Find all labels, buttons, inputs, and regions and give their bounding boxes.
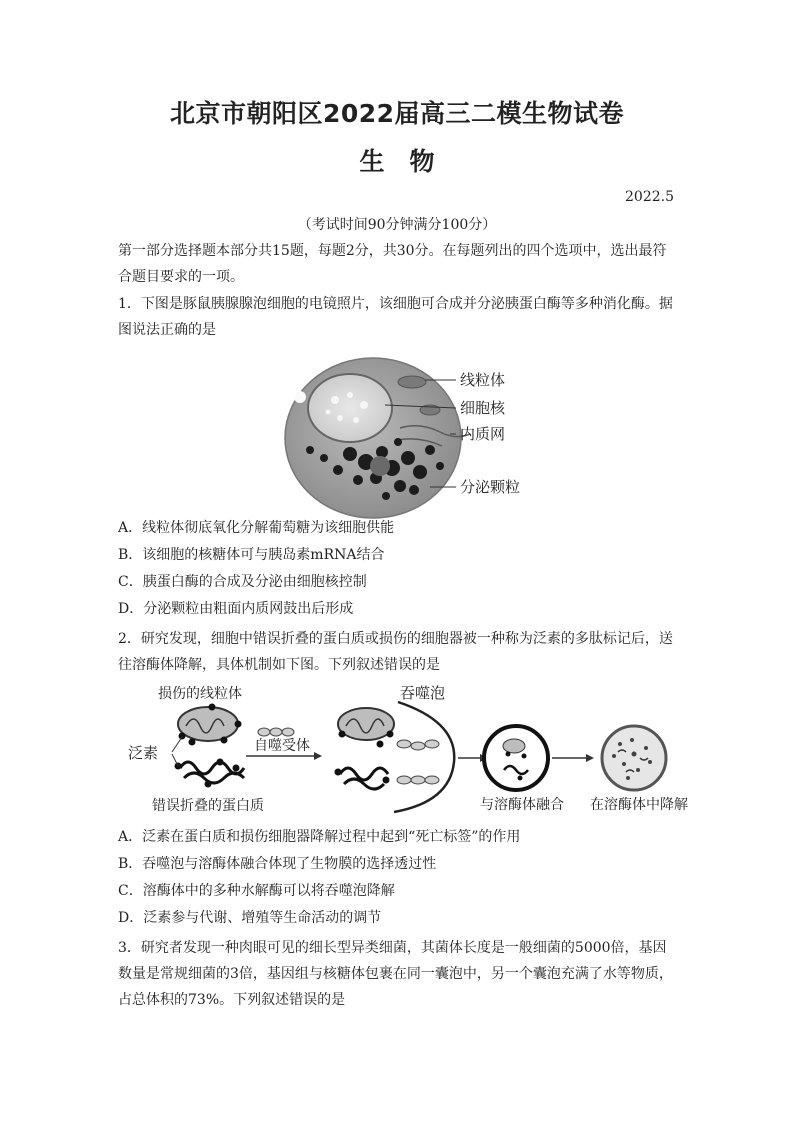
label-damaged-mito: 损伤的线粒体 [158,686,242,702]
autophagy-diagram [128,682,694,818]
label-er: 内质网 [460,425,506,443]
question-1-stem: 1．下图是豚鼠胰腺腺泡细胞的电镜照片，该细胞可合成并分泌胰蛋白酶等多种消化酶。据图说法正确的是 [118,296,673,338]
phagosome-membrane [394,702,454,812]
q1-option-a: A．线粒体彻底氧化分解葡萄糖为该细胞供能 [118,520,395,536]
q2-option-a: A．泛素在蛋白质和损伤细胞器降解过程中起到“死亡标签”的作用 [118,829,521,845]
q2-option-c: C．溶酶体中的多种水解酶可以将吞噬泡降解 [118,883,395,899]
q2-option-d: D．泛素参与代谢、增殖等生命活动的调节 [118,910,382,926]
label-ubiquitin: 泛素 [128,744,159,762]
label-nucleus: 细胞核 [460,399,506,417]
q1-option-b: B．该细胞的核糖体可与胰岛素mRNA结合 [118,547,385,563]
degrading-lysosome [602,726,666,790]
q1-option-c: C．胰蛋白酶的合成及分泌由细胞核控制 [118,574,367,590]
label-misfolded-protein: 错误折叠的蛋白质 [152,798,264,814]
fused-lysosome [484,726,548,790]
vacuole [294,391,306,403]
label-degrade-in-lysosome: 在溶酶体中降解 [590,797,688,813]
q2-option-b: B．吞噬泡与溶酶体融合体现了生物膜的选择透过性 [118,856,437,872]
page-title: 北京市朝阳区2022届高三二模生物试卷 [169,99,625,128]
label-phagosome: 吞噬泡 [400,684,446,702]
subject-title: 生 物 [359,147,435,176]
label-mitochondrion: 线粒体 [460,371,506,389]
exam-time-note: （考试时间90分钟满分100分） [297,217,497,233]
mitochondrion [398,376,426,388]
q1-option-d: D．分泌颗粒由粗面内质网鼓出后形成 [118,601,354,617]
question-2-stem: 2．研究发现，细胞中错误折叠的蛋白质或损伤的细胞器被一种称为泛素的多肽标记后，送往溶酶体降解，具体机制如下图。下列叙述错误的是 [118,631,673,673]
label-autophagy-receptor: 自噬受体 [254,738,310,754]
granule-light [370,456,390,476]
question-3-stem: 3．研究者发现一种肉眼可见的细长型异类细菌，其菌体长度是一般细菌的5000倍，基因数量是常规细菌的3倍，基因组与核糖体包裹在同一囊泡中，另一个囊泡充满了水等物质，占总体积的73%。下列叙述错误的是 [118,940,673,1008]
exam-date: 2022.5 [625,189,674,205]
section-intro: 第一部分选择题本部分共15题，每题2分，共30分。在每题列出的四个选项中，选出最符合题目要求的一项。 [118,243,667,285]
nucleus [308,374,392,442]
label-fuse-lysosome: 与溶酶体融合 [480,797,564,813]
cell-micrograph-figure [280,350,540,520]
autophagy-receptor [258,728,294,736]
label-secretory-granule: 分泌颗粒 [460,478,521,496]
